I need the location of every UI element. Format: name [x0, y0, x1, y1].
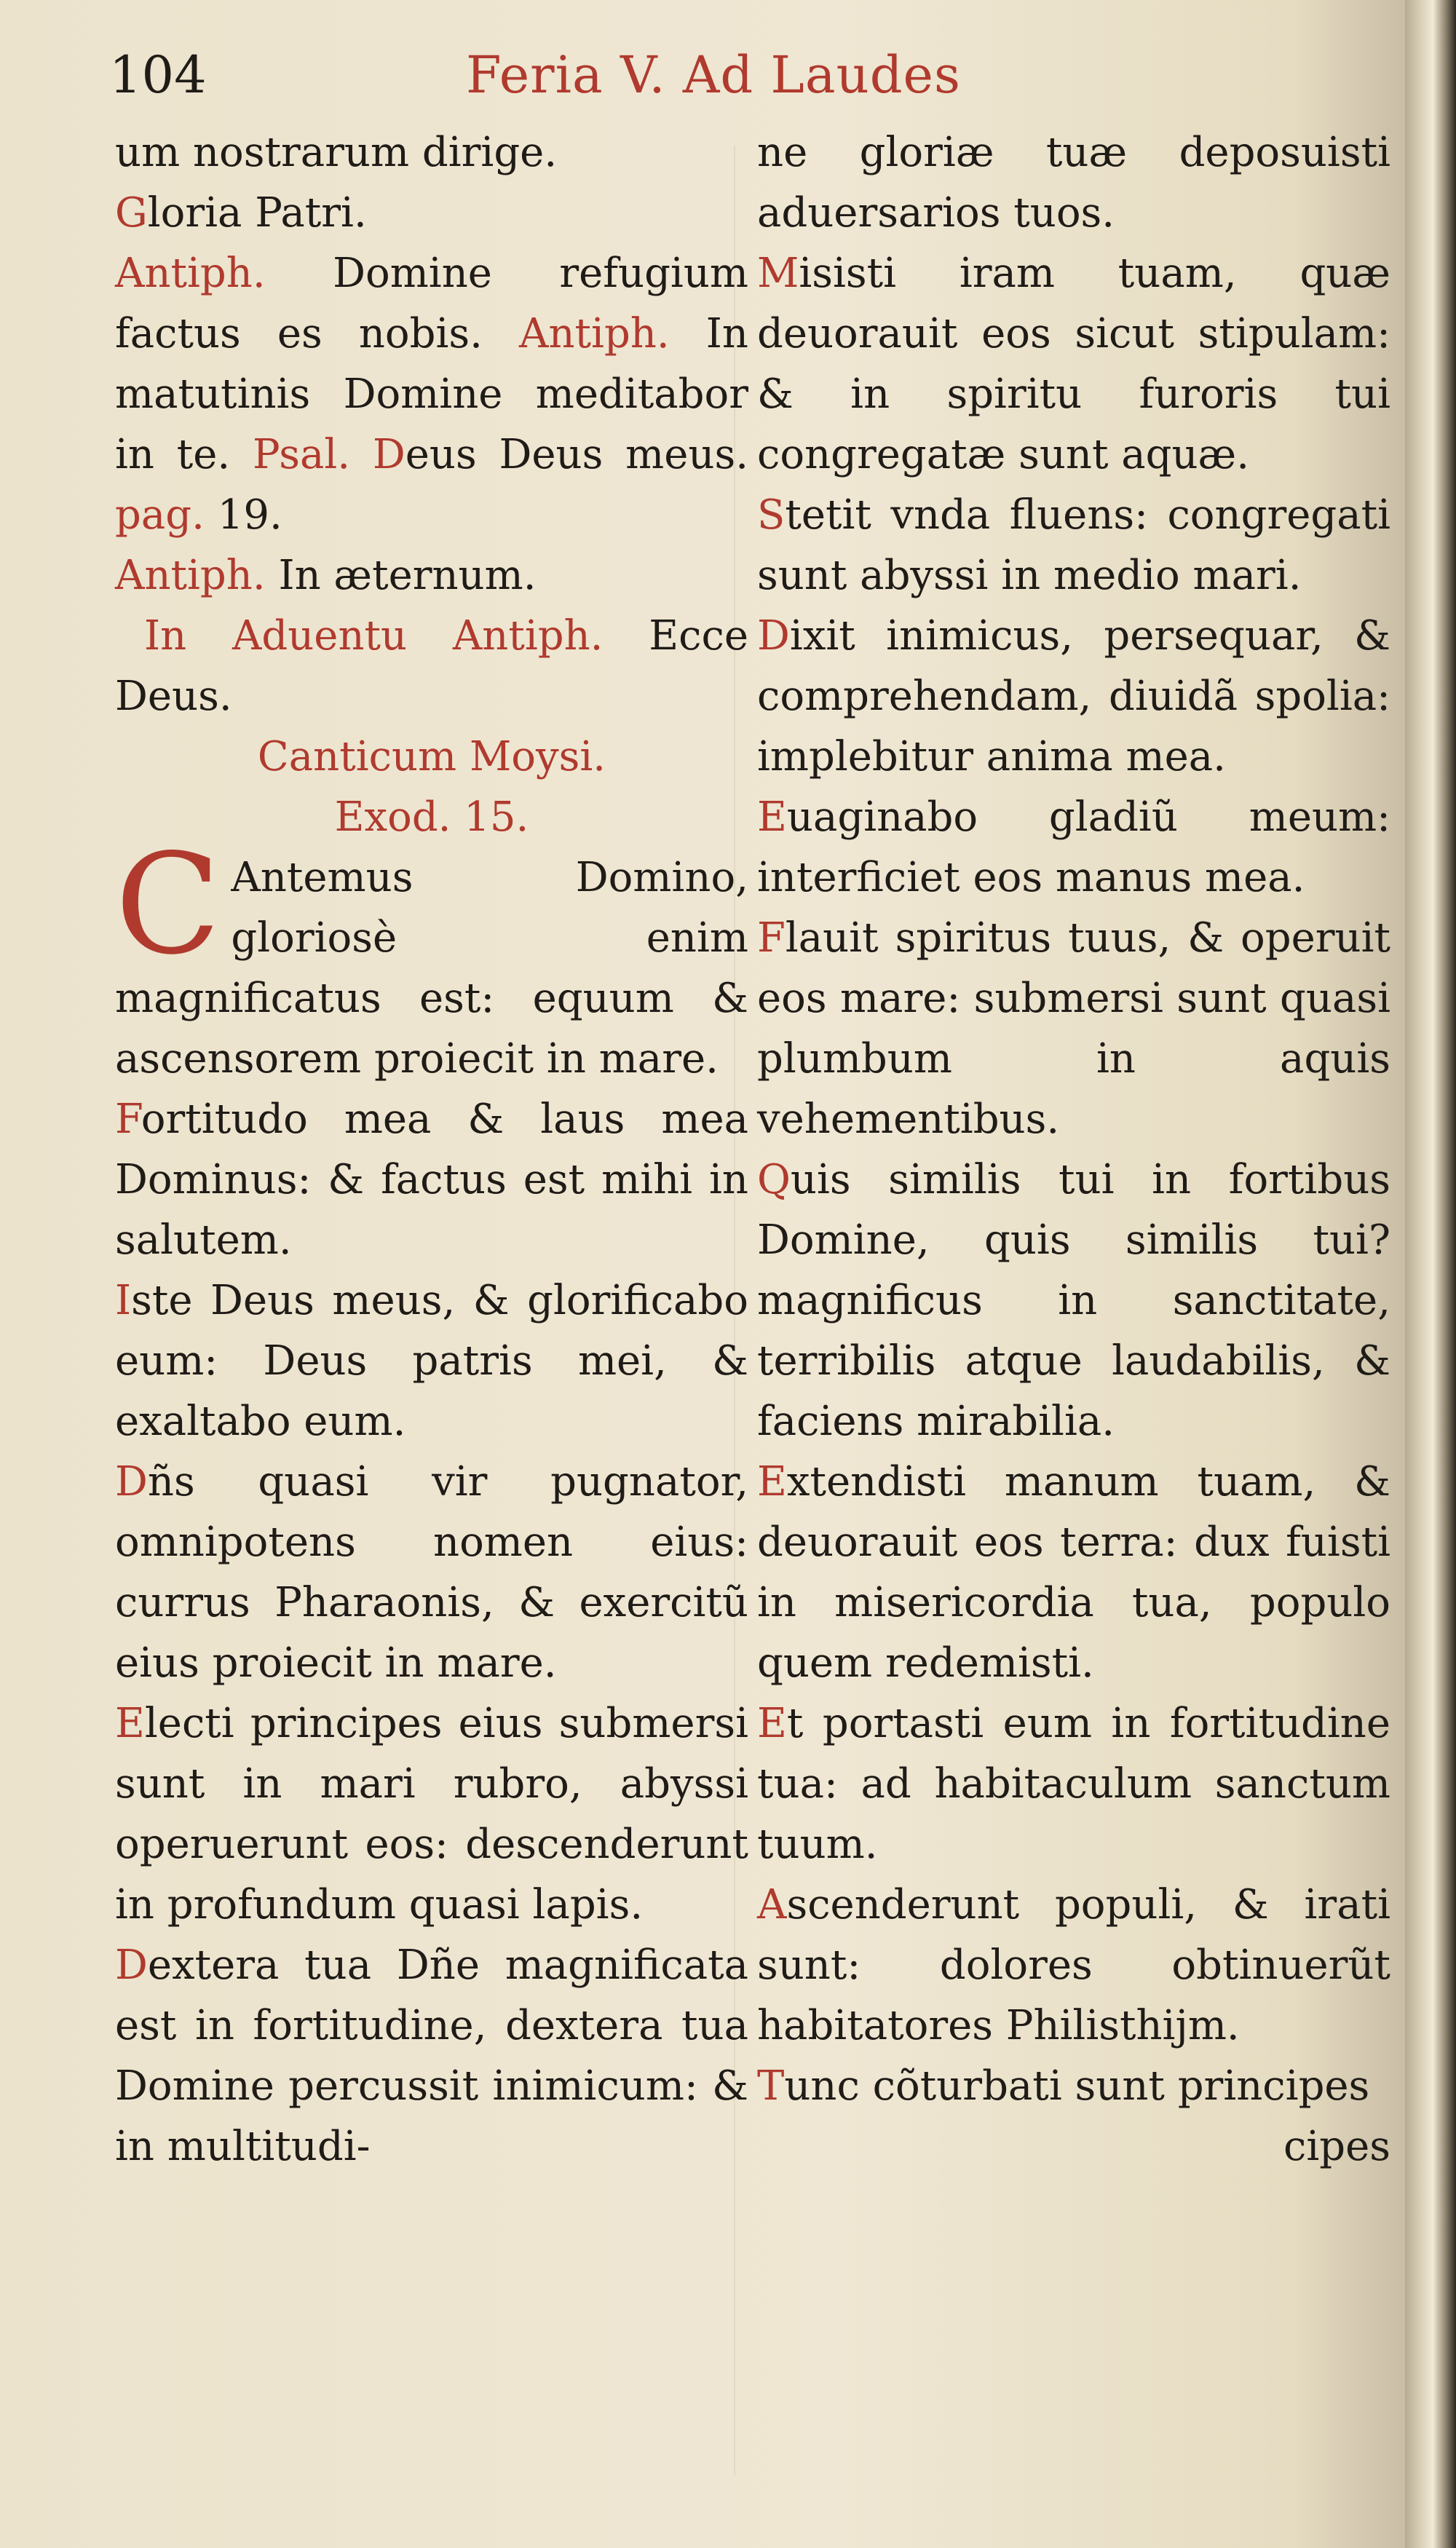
- running-title: Feria V. Ad Laudes: [466, 45, 961, 105]
- verse: Fortitudo mea & laus mea Dominus: & factus est mihi in salutem.: [115, 1096, 748, 1264]
- verse: Tunc cõturbati sunt principes: [757, 2062, 1370, 2110]
- left-column: [115, 122, 748, 2503]
- verse: Ascenderunt populi, & irati sunt: dolores obtinuerũt habitatores Philisthijm.: [757, 1881, 1390, 2049]
- verse: Misisti iram tuam, quæ deuorauit eos sicut stipulam: & in spiritu furoris tui congregatæ sunt aquæ.: [757, 250, 1390, 478]
- verse: Euaginabo gladiũ meum: interficiet eos manus mea.: [757, 794, 1390, 901]
- verse: Dixit inimicus, persequar, & comprehendam, diuidã spolia: implebitur anima mea.: [757, 612, 1390, 780]
- canticle-title: Canticum Moysi.: [257, 733, 606, 780]
- verse: Iste Deus meus, & glorificabo eum: Deus patris mei, & exaltabo eum.: [115, 1277, 748, 1445]
- advent-antiphon: In Aduentu Antiph. Ecce Deus.: [115, 612, 749, 720]
- verse: Quis similis tui in fortibus Domine, quis similis tui? magnificus in sanctitate, terribilis atque laudabilis, & faciens mirabilia.: [757, 1156, 1390, 1445]
- text-line: um nostrarum dirige.: [115, 129, 558, 176]
- canticle-reference: Exod. 15.: [334, 794, 529, 841]
- verse: C Antemus Domino, gloriosè enim magnificatus est: equum & ascensorem proiecit in mare.: [115, 824, 748, 1083]
- verse: Extendisti manum tuam, & deuorauit eos terra: dux fuisti in misericordia tua, populo quem redemisti.: [757, 1458, 1390, 1687]
- catchword: cipes: [1283, 2123, 1390, 2170]
- verse: ne gloriæ tuæ deposuisti aduersarios tuos.: [757, 129, 1390, 237]
- page-edge: [1405, 0, 1456, 2548]
- drop-capital: C: [115, 824, 221, 985]
- verse: Electi principes eius submersi sunt in mari rubro, abyssi operuerunt eos: descenderunt in profundum quasi lapis.: [115, 1700, 748, 1928]
- antiphon-line: Antiph. In æternum.: [115, 552, 537, 599]
- right-column: [757, 122, 1390, 2503]
- verse: Stetit vnda fluens: congregati sunt abyssi in medio mari.: [757, 491, 1390, 599]
- verse: Flauit spiritus tuus, & operuit eos mare: submersi sunt quasi plumbum in aquis vehementibus.: [757, 914, 1390, 1143]
- verse: Et portasti eum in fortitudine tua: ad habitaculum sanctum tuum.: [757, 1700, 1390, 1868]
- folio-number: 104: [109, 45, 207, 105]
- verse: Dñs quasi vir pugnator, omnipotens nomen eius: currus Pharaonis, & exercitũ eius proiecit in mare.: [115, 1458, 748, 1687]
- page-header: [109, 45, 961, 111]
- antiphon-block: Antiph. Domine refugium factus es nobis. Antiph. In matutinis Domine meditabor in te. Psal. Deus Deus meus. pag. 19.: [115, 250, 748, 539]
- gloria-line: Gloria Patri.: [115, 189, 367, 237]
- verse: Dextera tua Dñe magnificata est in fortitudine, dextera tua Domine percussit inimicum: & in multitudi-: [115, 1942, 748, 2170]
